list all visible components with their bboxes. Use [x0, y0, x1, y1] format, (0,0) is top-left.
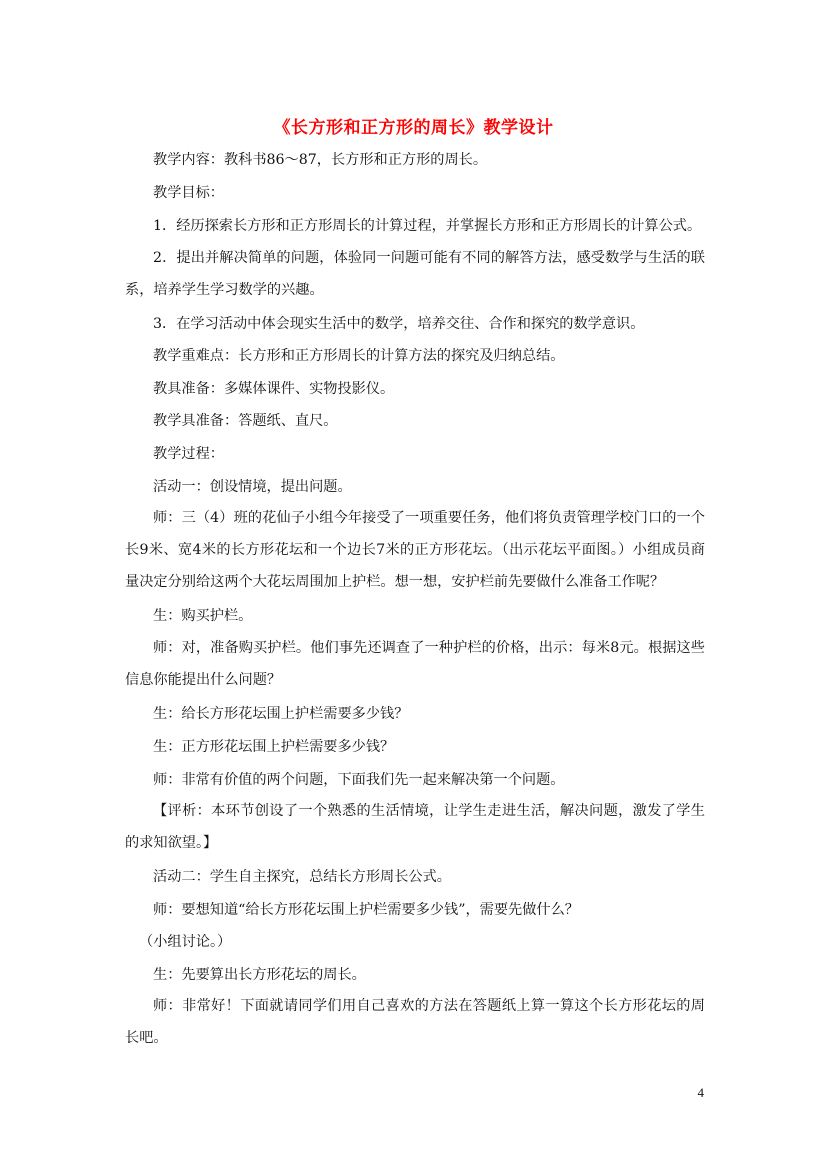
comment-paragraph — [125, 795, 705, 859]
teaching-content: 教学内容：教科书86～87，长方形和正方形的周长。 — [153, 152, 488, 168]
objective-2-paragraph — [125, 242, 705, 306]
process-heading: 教学过程： — [153, 446, 224, 462]
student-materials: 教学具准备：答题纸、直尺。 — [153, 413, 338, 429]
teacher-5-paragraph — [125, 990, 705, 1054]
key-points: 教学重难点：长方形和正方形周长的计算方法的探究及归纳总结。 — [153, 348, 565, 364]
objective-2: 2．提出并解决简单的问题，体验同一问题可能有不同的解答方法，感受数学与生活的联系，培养学生学习数学的兴趣。 — [125, 250, 705, 298]
activity-1: 活动一：创设情境，提出问题。 — [153, 479, 352, 495]
teacher-materials: 教具准备：多媒体课件、实物投影仪。 — [153, 381, 395, 397]
comment: 【评析：本环节创设了一个熟悉的生活情境，让学生走进生活，解决问题，激发了学生的求知欲望。】 — [125, 803, 705, 851]
teacher-1-paragraph — [125, 502, 705, 598]
objective-1: 1．经历探索长方形和正方形周长的计算过程，并掌握长方形和正方形周长的计算公式。 — [153, 218, 702, 234]
teacher-2-paragraph — [125, 632, 705, 696]
group-discussion: （小组讨论。） — [139, 934, 232, 950]
student-1: 生：购买护栏。 — [153, 608, 253, 624]
document-title: 《长方形和正方形的周长》教学设计 — [273, 118, 554, 138]
teacher-5: 师：非常好！下面就请同学们用自己喜欢的方法在答题纸上算一算这个长方形花坛的周长吧。 — [125, 998, 705, 1046]
teacher-3: 师：非常有价值的两个问题，下面我们先一起来解决第一个问题。 — [153, 772, 565, 788]
objective-3: 3．在学习活动中体会现实生活中的数学，培养交往、合作和探究的数学意识。 — [153, 316, 645, 332]
student-4: 生：先要算出长方形花坛的周长。 — [153, 967, 366, 983]
teacher-4: 师：要想知道“给长方形花坛围上护栏需要多少钱”，需要先做什么？ — [153, 902, 579, 918]
page-number: 4 — [697, 1085, 704, 1100]
objectives-heading: 教学目标： — [153, 185, 224, 201]
teacher-2: 师：对，准备购买护栏。他们事先还调查了一种护栏的价格，出示：每米8元。根据这些信息你能提出什么问题？ — [125, 640, 705, 688]
student-2: 生：给长方形花坛围上护栏需要多少钱？ — [153, 706, 409, 722]
student-3: 生：正方形花坛围上护栏需要多少钱？ — [153, 739, 395, 755]
teacher-1: 师：三（4）班的花仙子小组今年接受了一项重要任务，他们将负责管理学校门口的一个长9米、宽4米的长方形花坛和一个边长7米的正方形花坛。（出示花坛平面图。）小组成员商量决定分别给这两个大花坛周围加上护栏。想一想，安护栏前先要做什么准备工作呢？ — [125, 510, 705, 590]
activity-2: 活动二：学生自主探究，总结长方形周长公式。 — [153, 869, 451, 885]
